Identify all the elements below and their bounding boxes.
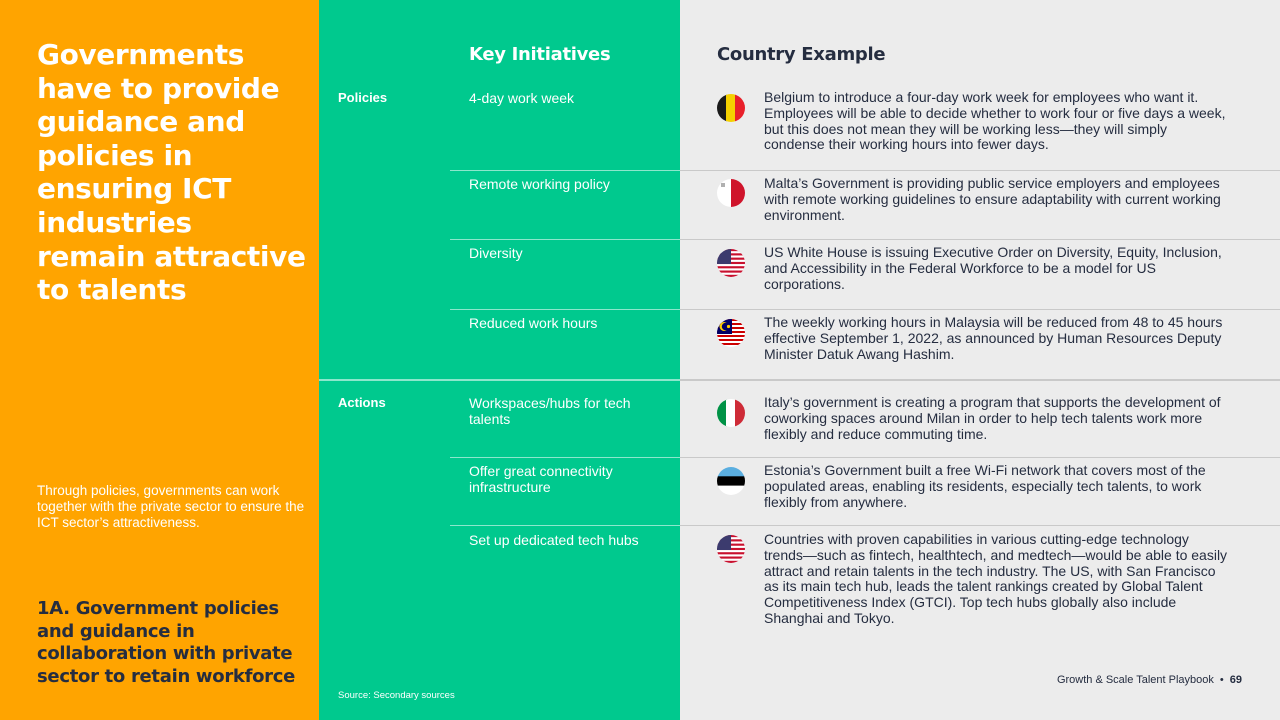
- footer-separator: •: [1219, 674, 1224, 686]
- country-example: Belgium to introduce a four-day work week for employees who want it. Employees will be able to decide whether to work four or five days a week, but this does not mean they will be working less—they will simply condense their working hours into fewer days.: [764, 89, 1226, 153]
- estonia-flag-icon: [717, 467, 745, 495]
- malaysia-flag-icon: [717, 319, 745, 347]
- country-example: Italy’s government is creating a program that supports the development of coworking spaces around Milan in order to help tech talents work more flexibly and reduce commuting time.: [764, 394, 1221, 442]
- divider: [680, 309, 1280, 310]
- country-example: Estonia’s Government built a free Wi-Fi network that covers most of the populated areas, enabling its residents, especially tech talents, to work flexibly from anywhere.: [764, 462, 1206, 510]
- initiative-label: Diversity: [469, 245, 523, 261]
- category-policies: Policies: [338, 90, 388, 105]
- initiative-label: Remote working policy: [469, 176, 610, 192]
- divider: [680, 457, 1280, 458]
- divider: [680, 239, 1280, 240]
- section-divider: [680, 379, 1280, 381]
- italy-flag-icon: [717, 399, 745, 427]
- divider: [450, 457, 680, 458]
- initiatives-panel: [319, 0, 680, 720]
- page-headline: Governments have to provide guidance and policies in ensuring ICT industries remain attractive to talents: [37, 38, 306, 307]
- divider: [450, 170, 680, 171]
- divider: [450, 239, 680, 240]
- section-divider: [319, 379, 680, 381]
- divider: [450, 309, 680, 310]
- divider: [680, 525, 1280, 526]
- column-header-initiatives: Key Initiatives: [469, 44, 611, 65]
- initiative-label: Set up dedicated tech hubs: [469, 532, 639, 548]
- country-example: Malta’s Government is providing public service employers and employees with remote working guidelines to ensure adaptability with current working environment.: [764, 175, 1221, 223]
- initiative-label: Reduced work hours: [469, 315, 598, 331]
- initiative-label: Workspaces/hubs for tech talents: [469, 395, 631, 427]
- divider: [680, 170, 1280, 171]
- category-actions: Actions: [338, 395, 386, 410]
- initiative-label: 4-day work week: [469, 90, 575, 106]
- country-example: Countries with proven capabilities in various cutting-edge technology trends—such as fintech, healthtech, and medtech—would be able to easily attract and retain talents in the tech industry. The US, with San Francisco as its main tech hub, leads the talent rankings created by Global Talent Competitiveness Index (GTCI). Top tech hubs globally also include Shanghai and Tokyo.: [764, 531, 1228, 626]
- page-number: 69: [1229, 674, 1242, 686]
- usa-flag-icon: [717, 535, 745, 563]
- page-footer: [1057, 674, 1242, 686]
- column-header-country: Country Example: [717, 44, 886, 65]
- footer-title: Growth & Scale Talent Playbook: [1056, 674, 1214, 686]
- usa-flag-icon: [717, 249, 745, 277]
- divider: [450, 525, 680, 526]
- source-note: Source: Secondary sources: [338, 690, 455, 701]
- belgium-flag-icon: [717, 94, 745, 122]
- intro-text: Through policies, governments can work together with the private sector to ensure the ICT sector’s attractiveness.: [37, 483, 305, 530]
- left-panel: [0, 0, 319, 720]
- malta-flag-icon: [717, 179, 745, 207]
- section-title: 1A. Government policies and guidance in collaboration with private sector to retain workforce: [37, 598, 296, 687]
- country-example: The weekly working hours in Malaysia will be reduced from 48 to 45 hours effective September 1, 2022, as announced by Human Resources Deputy Minister Datuk Awang Hashim.: [764, 314, 1223, 362]
- initiative-label: Offer great connectivity infrastructure: [469, 463, 613, 495]
- country-example: US White House is issuing Executive Order on Diversity, Equity, Inclusion, and Accessibility in the Federal Workforce to be a model for US corporations.: [764, 244, 1222, 292]
